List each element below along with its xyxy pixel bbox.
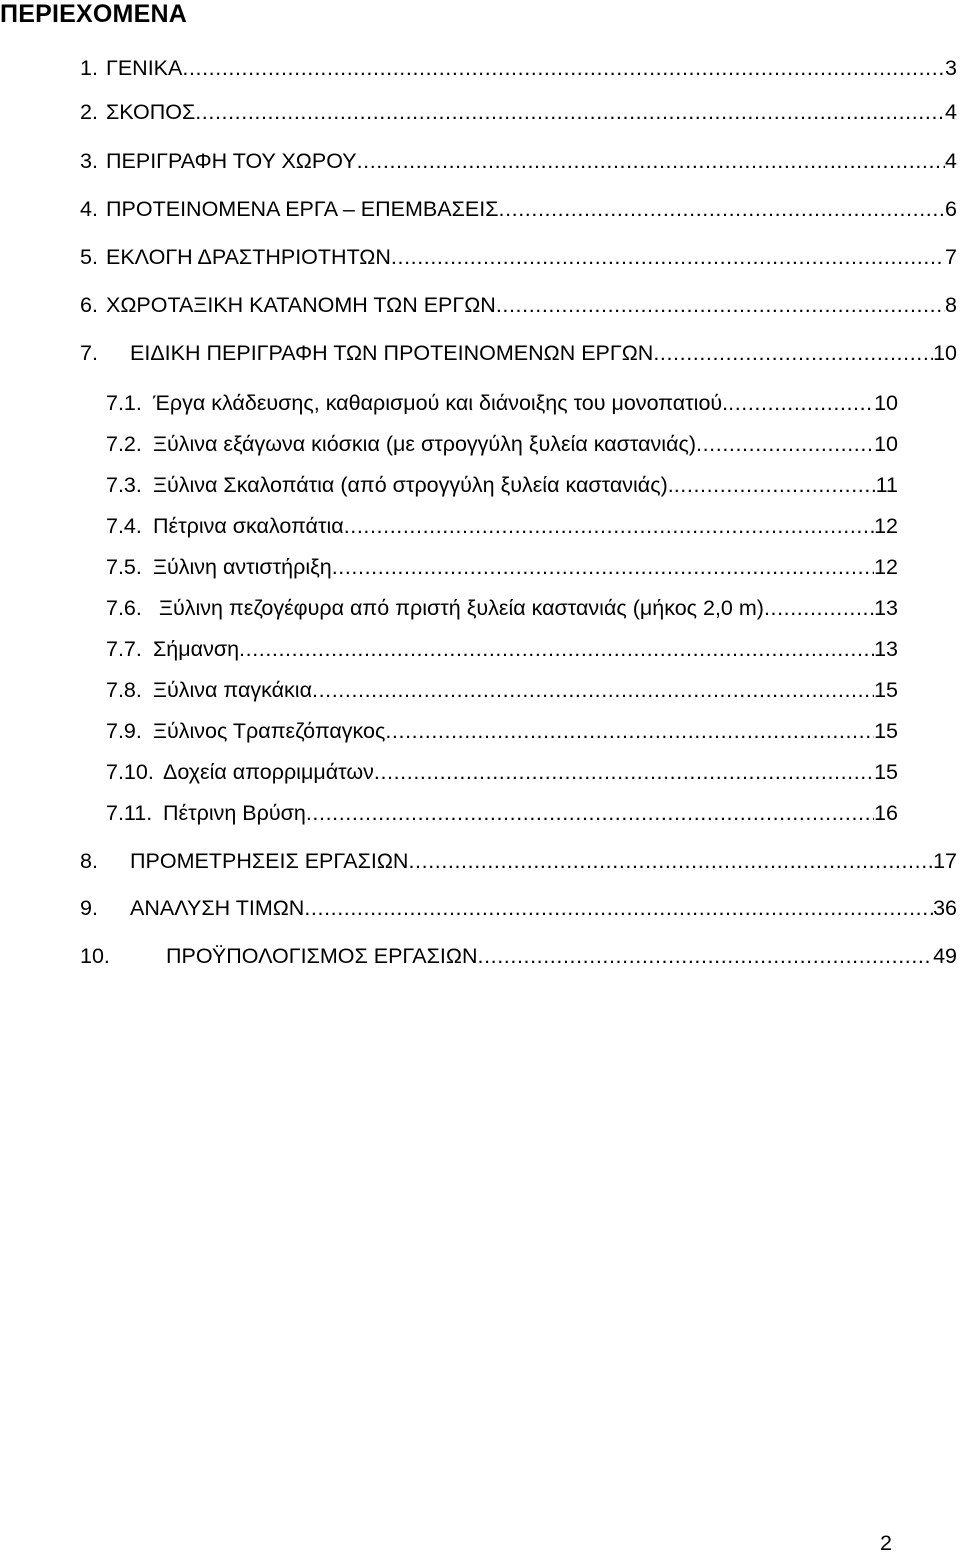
toc-entry-number: 10. bbox=[80, 944, 110, 968]
toc-entry-title: ΠΡΟΤΕΙΝΟΜΕΝΑ ΕΡΓΑ – ΕΠΕΜΒΑΣΕΙΣ bbox=[106, 197, 499, 221]
toc-entry-page: 4 bbox=[945, 100, 957, 124]
toc-entry-7-7[interactable] bbox=[106, 635, 898, 663]
toc-entry-page: 15 bbox=[874, 719, 898, 743]
toc-entry-8[interactable] bbox=[80, 847, 957, 875]
toc-entry-7-4[interactable] bbox=[106, 512, 898, 540]
toc-entry-page: 12 bbox=[874, 555, 898, 579]
toc-dot-leader bbox=[408, 847, 933, 875]
toc-entry-number: 9. bbox=[80, 896, 98, 920]
toc-entry-page: 36 bbox=[933, 896, 957, 920]
toc-dot-leader bbox=[195, 98, 945, 126]
toc-entry-title: ΕΙΔΙΚΗ ΠΕΡΙΓΡΑΦΗ ΤΩΝ ΠΡΟΤΕΙΝΟΜΕΝΩΝ ΕΡΓΩΝ bbox=[130, 341, 654, 365]
toc-entry-number: 7.7. bbox=[106, 637, 142, 661]
toc-entry-7-1[interactable] bbox=[106, 389, 898, 417]
toc-entry-title: Πέτρινη Βρύση bbox=[163, 801, 306, 825]
toc-entry-5[interactable] bbox=[80, 243, 957, 271]
toc-entry-page: 17 bbox=[933, 849, 957, 873]
toc-entry-page: 10 bbox=[933, 341, 957, 365]
toc-entry-number: 6. bbox=[80, 293, 98, 317]
toc-dot-leader bbox=[312, 676, 874, 704]
toc-entry-page: 7 bbox=[945, 245, 957, 269]
toc-entry-4[interactable] bbox=[80, 195, 957, 223]
toc-entry-7-10[interactable] bbox=[106, 758, 898, 786]
toc-entry-title: Ξύλινος Τραπεζόπαγκος bbox=[153, 719, 386, 743]
toc-dot-leader bbox=[357, 147, 945, 175]
toc-entry-number: 3. bbox=[80, 149, 98, 173]
toc-entry-7[interactable] bbox=[80, 339, 957, 367]
toc-entry-page: 13 bbox=[874, 637, 898, 661]
toc-entry-number: 7.8. bbox=[106, 678, 142, 702]
toc-dot-leader bbox=[496, 291, 945, 319]
toc-dot-leader bbox=[182, 54, 945, 82]
toc-entry-title: Ξύλινη πεζογέφυρα από πριστή ξυλεία καστανιάς (μήκος 2,0 m) bbox=[153, 596, 764, 620]
toc-dot-leader bbox=[385, 717, 874, 745]
toc-entry-6[interactable] bbox=[80, 291, 957, 319]
toc-entry-page: 15 bbox=[874, 678, 898, 702]
toc-dot-leader bbox=[696, 430, 874, 458]
toc-entry-page: 4 bbox=[945, 149, 957, 173]
toc-entry-7-3[interactable] bbox=[106, 471, 898, 499]
toc-entry-7-11[interactable] bbox=[106, 799, 898, 827]
toc-dot-leader bbox=[728, 389, 874, 417]
toc-entry-title: ΠΡΟΜΕΤΡΗΣΕΙΣ ΕΡΓΑΣΙΩΝ bbox=[130, 849, 409, 873]
toc-entry-7-8[interactable] bbox=[106, 676, 898, 704]
toc-entry-7-5[interactable] bbox=[106, 553, 898, 581]
toc-dot-leader bbox=[332, 553, 874, 581]
toc-dot-leader bbox=[674, 471, 876, 499]
toc-entry-page: 10 bbox=[874, 391, 898, 415]
toc-entry-title: Σήμανση bbox=[153, 637, 240, 661]
toc-entry-10[interactable] bbox=[80, 942, 957, 970]
toc-entry-number: 5. bbox=[80, 245, 98, 269]
toc-entry-7-2[interactable] bbox=[106, 430, 898, 458]
toc-dot-leader bbox=[344, 512, 874, 540]
toc-entry-page: 49 bbox=[933, 944, 957, 968]
toc-entry-number: 7.11. bbox=[106, 801, 153, 825]
toc-entry-title: Πέτρινα σκαλοπάτια bbox=[153, 514, 344, 538]
toc-entry-1[interactable] bbox=[80, 54, 957, 82]
toc-heading: ΠΕΡΙΕΧΟΜΕΝΑ bbox=[0, 0, 187, 28]
toc-entry-title: Έργα κλάδευσης, καθαρισμού και διάνοιξης του μονοπατιού. bbox=[153, 391, 729, 415]
toc-entry-number: 2. bbox=[80, 100, 98, 124]
toc-entry-9[interactable] bbox=[80, 894, 957, 922]
toc-dot-leader bbox=[306, 799, 874, 827]
toc-entry-number: 7.5. bbox=[106, 555, 142, 579]
toc-entry-7-9[interactable] bbox=[106, 717, 898, 745]
toc-entry-title: ΣΚΟΠΟΣ bbox=[106, 100, 196, 124]
toc-entry-title: ΠΕΡΙΓΡΑΦΗ ΤΟΥ ΧΩΡΟΥ bbox=[106, 149, 357, 173]
toc-entry-title: ΠΡΟΫΠΟΛΟΓΙΣΜΟΣ ΕΡΓΑΣΙΩΝ bbox=[166, 944, 478, 968]
toc-entry-title: ΕΚΛΟΓΗ ΔΡΑΣΤΗΡΙΟΤΗΤΩΝ bbox=[106, 245, 391, 269]
toc-entry-3[interactable] bbox=[80, 147, 957, 175]
toc-dot-leader bbox=[374, 758, 874, 786]
toc-entry-page: 16 bbox=[874, 801, 898, 825]
toc-entry-number: 7. bbox=[80, 341, 98, 365]
toc-dot-leader bbox=[478, 942, 934, 970]
page-number: 2 bbox=[880, 1531, 892, 1555]
toc-entry-7-6[interactable] bbox=[106, 594, 898, 622]
toc-entry-number: 4. bbox=[80, 197, 98, 221]
toc-entry-2[interactable] bbox=[80, 98, 957, 126]
toc-entry-title: Ξύλινα Σκαλοπάτια (από στρογγύλη ξυλεία καστανιάς). bbox=[153, 473, 674, 497]
toc-dot-leader bbox=[239, 635, 874, 663]
toc-dot-leader bbox=[764, 594, 874, 622]
toc-dot-leader bbox=[653, 339, 933, 367]
toc-entry-number: 7.9. bbox=[106, 719, 142, 743]
toc-entry-page: 3 bbox=[945, 56, 957, 80]
toc-entry-page: 8 bbox=[945, 293, 957, 317]
toc-entry-number: 7.10. bbox=[106, 760, 154, 784]
toc-entry-title: ΧΩΡΟΤΑΞΙΚΗ ΚΑΤΑΝΟΜΗ ΤΩΝ ΕΡΓΩΝ bbox=[106, 293, 496, 317]
toc-dot-leader bbox=[391, 243, 945, 271]
toc-dot-leader bbox=[499, 195, 946, 223]
toc-entry-number: 1. bbox=[80, 56, 98, 80]
toc-entry-number: 7.2. bbox=[106, 432, 142, 456]
toc-entry-page: 13 bbox=[874, 596, 898, 620]
toc-entry-title: Ξύλινη αντιστήριξη bbox=[153, 555, 332, 579]
toc-entry-page: 11 bbox=[875, 473, 898, 497]
toc-entry-title: Ξύλινα εξάγωνα κιόσκια (με στρογγύλη ξυλεία καστανιάς) bbox=[153, 432, 697, 456]
toc-entry-number: 7.1. bbox=[106, 391, 142, 415]
toc-entry-page: 12 bbox=[874, 514, 898, 538]
toc-entry-title: Δοχεία απορριμμάτων bbox=[163, 760, 374, 784]
toc-entry-page: 6 bbox=[945, 197, 957, 221]
toc-entry-page: 10 bbox=[874, 432, 898, 456]
toc-entry-title: Ξύλινα παγκάκια bbox=[153, 678, 312, 702]
toc-entry-number: 7.3. bbox=[106, 473, 142, 497]
toc-entry-title: ΑΝΑΛΥΣΗ ΤΙΜΩΝ bbox=[130, 896, 305, 920]
toc-entry-number: 7.6. bbox=[106, 596, 142, 620]
toc-dot-leader bbox=[304, 894, 933, 922]
toc-entry-page: 15 bbox=[874, 760, 898, 784]
toc-entry-title: ΓΕΝΙΚΑ bbox=[106, 56, 183, 80]
toc-entry-number: 7.4. bbox=[106, 514, 142, 538]
toc-entry-number: 8. bbox=[80, 849, 98, 873]
